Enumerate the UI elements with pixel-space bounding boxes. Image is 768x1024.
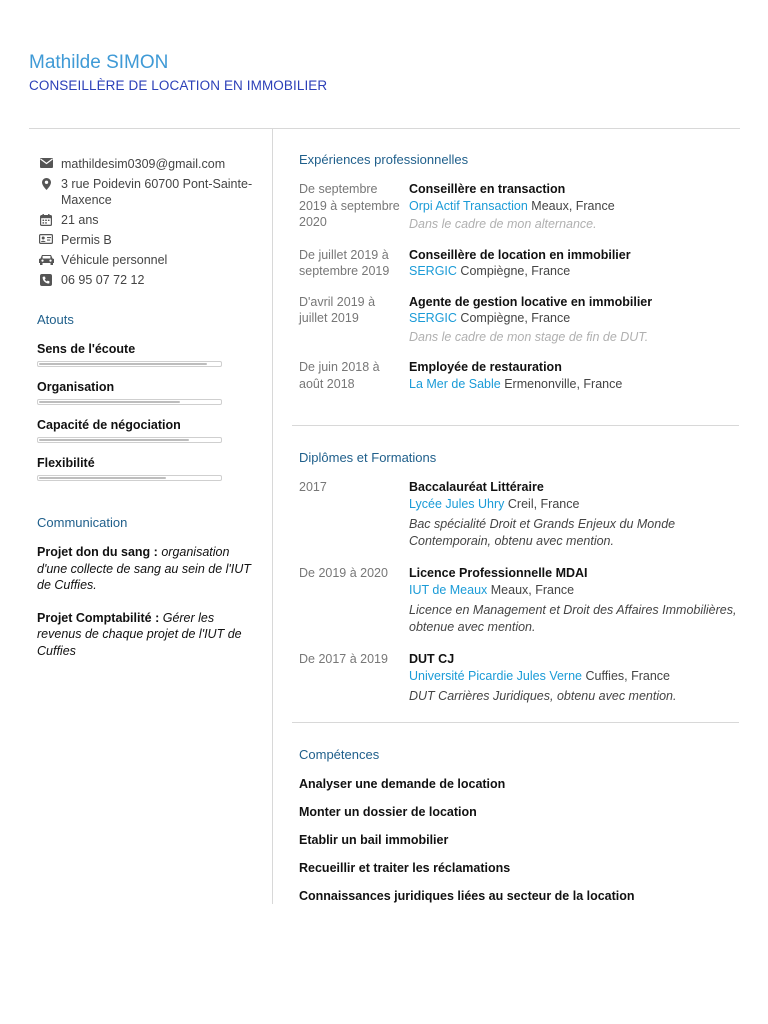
section-divider <box>292 425 739 426</box>
entry-title: Agente de gestion locative en immobilier <box>409 294 653 309</box>
entry-date: 2017 <box>299 480 327 494</box>
atout-label: Flexibilité <box>37 456 95 470</box>
entry-title: Conseillère de location en immobilier <box>409 247 631 262</box>
diplomas-title: Diplômes et Formations <box>299 450 437 465</box>
contact-license <box>37 232 259 248</box>
entry-organization: Orpi Actif Transaction <box>409 198 528 213</box>
atout-level-bar <box>37 475 222 481</box>
experience-entry <box>299 247 739 280</box>
entry-organization: IUT de Meaux <box>409 582 488 597</box>
header-divider <box>29 128 740 129</box>
contact-vehicle-text: Véhicule personnel <box>61 253 168 267</box>
diploma-entry <box>299 479 739 549</box>
column-divider <box>272 129 273 904</box>
entry-organization: La Mer de Sable <box>409 376 501 391</box>
experiences-title: Expériences professionnelles <box>299 152 469 167</box>
entry-note: Licence en Management et Droit des Affaires Immobilières, obtenue avec mention. <box>409 603 737 634</box>
competences-section <box>299 747 739 916</box>
entry-location: Cuffies, France <box>585 668 671 683</box>
entry-title: Baccalauréat Littéraire <box>409 480 544 494</box>
contact-phone <box>37 272 259 288</box>
atout-item <box>37 455 259 481</box>
entry-date: De juillet 2019 à septembre 2019 <box>299 247 390 278</box>
entry-organization: Université Picardie Jules Verne <box>409 668 582 683</box>
experience-entry <box>299 294 739 346</box>
entry-note: Dans le cadre de mon alternance. <box>409 217 597 231</box>
contact-vehicle <box>37 252 259 268</box>
entry-date: De juin 2018 à août 2018 <box>299 360 380 391</box>
atout-item <box>37 341 259 367</box>
entry-title: Licence Professionnelle MDAI <box>409 566 588 580</box>
entry-organization: Lycée Jules Uhry <box>409 496 505 511</box>
entry-date: De septembre 2019 à septembre 2020 <box>299 182 400 229</box>
location-pin-icon <box>37 176 55 190</box>
atout-label: Sens de l'écoute <box>37 342 136 356</box>
atout-level-fill <box>39 477 166 479</box>
contact-license-text: Permis B <box>61 233 112 247</box>
atout-level-bar <box>37 437 222 443</box>
atout-label: Organisation <box>37 380 115 394</box>
contact-email <box>37 156 259 172</box>
candidate-name: Mathilde SIMON <box>29 52 169 73</box>
competence-item: Recueillir et traiter les réclamations <box>299 861 511 875</box>
id-card-icon <box>37 232 55 244</box>
resume-header <box>29 52 327 93</box>
contact-age-text: 21 ans <box>61 213 99 227</box>
competence-item: Analyser une demande de location <box>299 777 506 791</box>
diploma-entry <box>299 565 739 635</box>
competence-item: Monter un dossier de location <box>299 805 477 819</box>
communication-item <box>37 544 259 594</box>
entry-note: Dans le cadre de mon stage de fin de DUT. <box>409 329 649 344</box>
entry-location: Ermenonville, France <box>504 376 623 391</box>
entry-note: Bac spécialité Droit et Grands Enjeux du Monde Contemporain, obtenu avec mention. <box>409 517 676 548</box>
atout-label: Capacité de négociation <box>37 418 181 432</box>
job-title: CONSEILLÈRE DE LOCATION EN IMMOBILIER <box>29 78 328 93</box>
communication-label: Projet Comptabilité : <box>37 610 160 625</box>
entry-title: DUT CJ <box>409 652 455 666</box>
entry-organization: SERGIC <box>409 311 457 325</box>
contact-email-text: mathildesim0309@gmail.com <box>61 157 226 171</box>
contact-list <box>37 156 259 288</box>
atout-level-fill <box>39 401 180 403</box>
diploma-entry <box>299 651 739 705</box>
competence-item: Connaissances juridiques liées au secteur de la location <box>299 889 635 903</box>
contact-age <box>37 212 259 228</box>
competences-title: Compétences <box>299 747 380 762</box>
entry-date: D'avril 2019 à juillet 2019 <box>299 294 376 325</box>
main-column <box>299 152 739 406</box>
atout-level-bar <box>37 361 222 367</box>
entry-location: Meaux, France <box>490 582 575 597</box>
entry-title: Employée de restauration <box>409 360 562 374</box>
entry-date: De 2019 à 2020 <box>299 566 388 580</box>
atout-level-fill <box>39 363 207 365</box>
envelope-icon <box>37 156 55 168</box>
section-divider <box>292 722 739 723</box>
entry-location: Compiègne, France <box>460 311 571 325</box>
atout-level-bar <box>37 399 222 405</box>
atout-level-fill <box>39 439 189 441</box>
car-icon <box>37 252 55 265</box>
entry-location: Meaux, France <box>531 198 615 213</box>
entry-location: Compiègne, France <box>460 264 571 278</box>
atout-item <box>37 379 259 405</box>
phone-icon <box>37 272 55 286</box>
entry-note: DUT Carrières Juridiques, obtenu avec mention. <box>409 689 677 703</box>
atouts-title: Atouts <box>37 312 74 327</box>
entry-title: Conseillère en transaction <box>409 182 566 196</box>
calendar-icon <box>37 212 55 226</box>
experience-entry <box>299 359 739 392</box>
sidebar <box>37 156 259 675</box>
entry-location: Creil, France <box>507 496 580 511</box>
communication-text: Gérer les revenus de chaque projet de l'IUT de Cuffies <box>37 610 242 658</box>
contact-address-text: 3 rue Poidevin 60700 Pont-Sainte-Maxence <box>61 177 253 207</box>
atout-item <box>37 417 259 443</box>
experience-entry <box>299 181 739 233</box>
contact-phone-text: 06 95 07 72 12 <box>61 273 145 287</box>
entry-date: De 2017 à 2019 <box>299 652 388 666</box>
communication-title: Communication <box>37 515 128 530</box>
communication-item <box>37 610 259 660</box>
diplomas-section <box>299 450 739 719</box>
entry-organization: SERGIC <box>409 264 457 278</box>
communication-label: Projet don du sang : <box>37 545 158 559</box>
communication-text: organisation d'une collecte de sang au sein de l'IUT de Cuffies. <box>37 545 251 592</box>
competence-item: Etablir un bail immobilier <box>299 833 449 847</box>
contact-address <box>37 176 259 208</box>
